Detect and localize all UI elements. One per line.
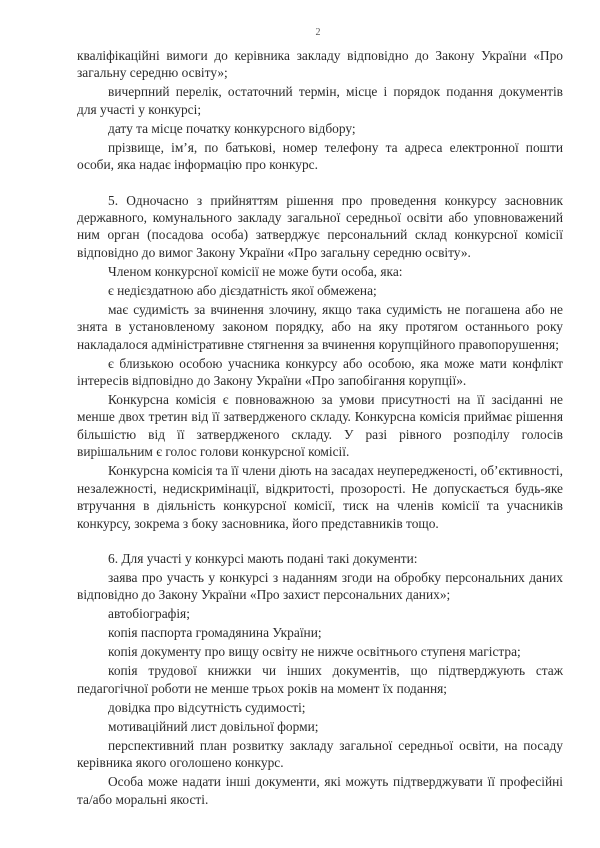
paragraph-qualification-requirements: кваліфікаційні вимоги до керівника закладу відповідно до Закону України «Про загальну середню освіту»; xyxy=(77,48,563,81)
paragraph-other-documents: Особа може надати інші документи, які можуть підтверджувати її професійні та/або моральні якості. xyxy=(77,774,563,807)
paragraph-criminal-record: має судимість за вчинення злочину, якщо така судимість не погашена або не знята в установленому законом порядку, або на яку протягом останнього року накладалося адміністративне стягнення за вчинення корупційного правопорушення; xyxy=(77,301,563,352)
paragraph-application: заява про участь у конкурсі з наданням згоди на обробку персональних даних відповідно до Закону України «Про захист персональних даних»; xyxy=(77,569,563,603)
paragraph-commission-member-restrictions: Членом конкурсної комісії не може бути особа, яка: xyxy=(108,263,403,279)
paragraph-section-6: 6. Для участі у конкурсі мають подані такі документи: xyxy=(108,550,418,566)
paragraph-documents-list: вичерпний перелік, остаточний термін, місце і порядок подання документів для участі у конкурсі; xyxy=(77,84,563,117)
paragraph-conflict-of-interest: є близькою особою учасника конкурсу або особою, яка може мати конфлікт інтересів відповідно до Закону України «Про запобігання корупції». xyxy=(77,355,563,389)
paragraph-incapacitated: є недієздатною або дієздатність якої обмежена; xyxy=(108,282,377,298)
paragraph-section-5: 5. Одночасно з прийняттям рішення про проведення конкурсу засновник державного, комунального закладу загальної середньої освіти або уповноважений ним орган (посадова особа) затверджує персональний склад конкурсної комісії відповідно до вимог Закону України «Про загальну середню освіту». xyxy=(77,192,563,260)
paragraph-commission-principles: Конкурсна комісія та її члени діють на засадах неупередженості, об’єктивності, незалежності, недискримінації, відкритості, прозорості. Не допускається будь-яке втручання в діяльність конкурсної комісії, тиск на членів комісії та учасників конкурсу, зокрема з боку засновника, його представників тощо. xyxy=(77,463,563,531)
page-number: 2 xyxy=(315,27,321,38)
paragraph-no-criminal-record: довідка про відсутність судимості; xyxy=(108,699,306,715)
paragraph-commission-quorum: Конкурсна комісія є повноважною за умови присутності на її засіданні не менше двох третин від її затвердженого складу. Конкурсна комісія приймає рішення більшістю від її затвердженого складу. У разі рівного розподілу голосів вирішальним є голос голови конкурсної комісії. xyxy=(77,392,563,460)
paragraph-autobiography: автобіографія; xyxy=(108,606,190,622)
paragraph-employment-record: копія трудової книжки чи інших документів, що підтверджують стаж педагогічної роботи не менше трьох років на момент їх подання; xyxy=(77,663,563,696)
paragraph-development-plan: перспективний план розвитку закладу загальної середньої освіти, на посаду керівника якого оголошено конкурс. xyxy=(77,737,563,771)
paragraph-contact-person: прізвище, ім’я, по батькові, номер телефону та адреса електронної пошти особи, яка надає інформацію про конкурс. xyxy=(77,139,563,173)
paragraph-diploma-copy: копія документу про вищу освіту не нижче освітнього ступеня магістра; xyxy=(108,644,521,660)
paragraph-start-date: дату та місце початку конкурсного відбору; xyxy=(108,120,356,136)
paragraph-passport-copy: копія паспорта громадянина України; xyxy=(108,625,322,641)
paragraph-motivation-letter: мотиваційний лист довільної форми; xyxy=(108,718,319,734)
document-body xyxy=(77,47,563,810)
